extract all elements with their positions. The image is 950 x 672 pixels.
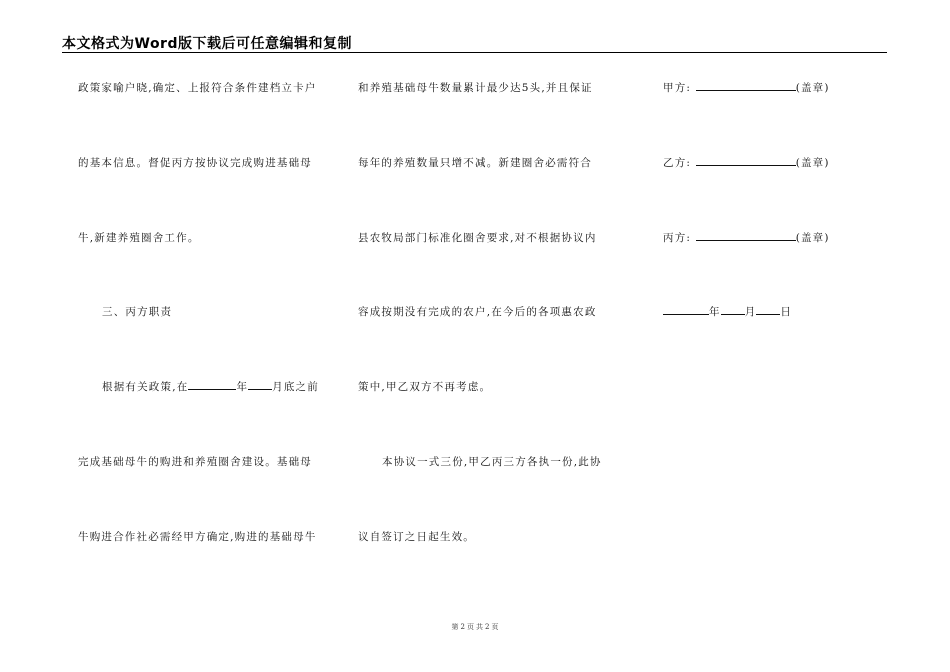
header-rule bbox=[62, 52, 887, 53]
date-year-label: 年 bbox=[709, 306, 721, 318]
col1-line-7: 牛购进合作社必需经甲方确定,购进的基础母牛 bbox=[78, 531, 317, 543]
year-blank[interactable] bbox=[188, 379, 236, 390]
col1-line-6: 完成基础母牛的购进和养殖圈舍建设。基础母 bbox=[78, 456, 312, 468]
col1-line-5-text-b: 年 bbox=[236, 381, 249, 393]
party-b-label: 乙方: bbox=[663, 157, 692, 169]
col1-line-2: 的基本信息。督促丙方按协议完成购进基础母 bbox=[78, 157, 312, 169]
party-b-seal: (盖章) bbox=[795, 157, 830, 169]
date-day-label: 日 bbox=[780, 306, 793, 318]
party-a-signature-blank[interactable] bbox=[696, 80, 796, 91]
party-c-seal: (盖章) bbox=[795, 232, 830, 244]
party-b-signature-line bbox=[663, 155, 883, 170]
col1-line-5 bbox=[78, 379, 352, 394]
col2-line-2: 每年的养殖数量只增不减。新建圈舍必需符合 bbox=[358, 157, 592, 169]
party-a-label: 甲方: bbox=[663, 82, 692, 94]
date-month-blank[interactable] bbox=[721, 304, 745, 315]
col1-line-1: 政策家喻户晓,确定、上报符合条件建档立卡户 bbox=[78, 82, 317, 94]
col2-line-5: 策中,甲乙双方不再考虑。 bbox=[358, 381, 492, 393]
party-a-signature-line bbox=[663, 80, 883, 95]
date-year-blank[interactable] bbox=[663, 304, 709, 315]
col1-line-5-text-a: 根据有关政策,在 bbox=[102, 381, 189, 393]
month-blank[interactable] bbox=[248, 379, 272, 390]
col2-line-3: 县农牧局部门标准化圈舍要求,对不根据协议内 bbox=[358, 232, 597, 244]
party-c-signature-blank[interactable] bbox=[696, 230, 796, 241]
party-b-signature-blank[interactable] bbox=[696, 155, 796, 166]
party-a-seal: (盖章) bbox=[795, 82, 830, 94]
signing-date-line bbox=[663, 304, 883, 319]
footer-total-word: 共 bbox=[476, 623, 483, 631]
col2-line-4: 容成按期没有完成的农户,在今后的各项惠农政 bbox=[358, 306, 597, 318]
col2-line-6: 本协议一式三份,甲乙丙三方各执一份,此协 bbox=[382, 456, 602, 468]
footer-page-word: 页 bbox=[467, 623, 474, 631]
col1-line-5-text-c: 月底之前 bbox=[272, 381, 319, 393]
col1-line-4-heading: 三、丙方职责 bbox=[102, 306, 173, 318]
party-c-signature-line bbox=[663, 230, 883, 245]
footer-suffix: 页 bbox=[491, 623, 499, 631]
page-footer bbox=[0, 622, 950, 632]
date-day-blank[interactable] bbox=[756, 304, 780, 315]
footer-page-number: 2 bbox=[460, 623, 465, 631]
party-c-label: 丙方: bbox=[663, 232, 692, 244]
document-header-title: 本文格式为Word版下载后可任意编辑和复制 bbox=[62, 36, 352, 52]
col1-line-3: 牛,新建养殖圈舍工作。 bbox=[78, 232, 200, 244]
footer-prefix: 第 bbox=[451, 623, 459, 631]
footer-total-pages: 2 bbox=[485, 623, 490, 631]
col2-line-1: 和养殖基础母牛数量累计最少达5头,并且保证 bbox=[358, 82, 593, 94]
col2-line-7: 议自签订之日起生效。 bbox=[358, 531, 475, 543]
date-month-label: 月 bbox=[744, 306, 757, 318]
